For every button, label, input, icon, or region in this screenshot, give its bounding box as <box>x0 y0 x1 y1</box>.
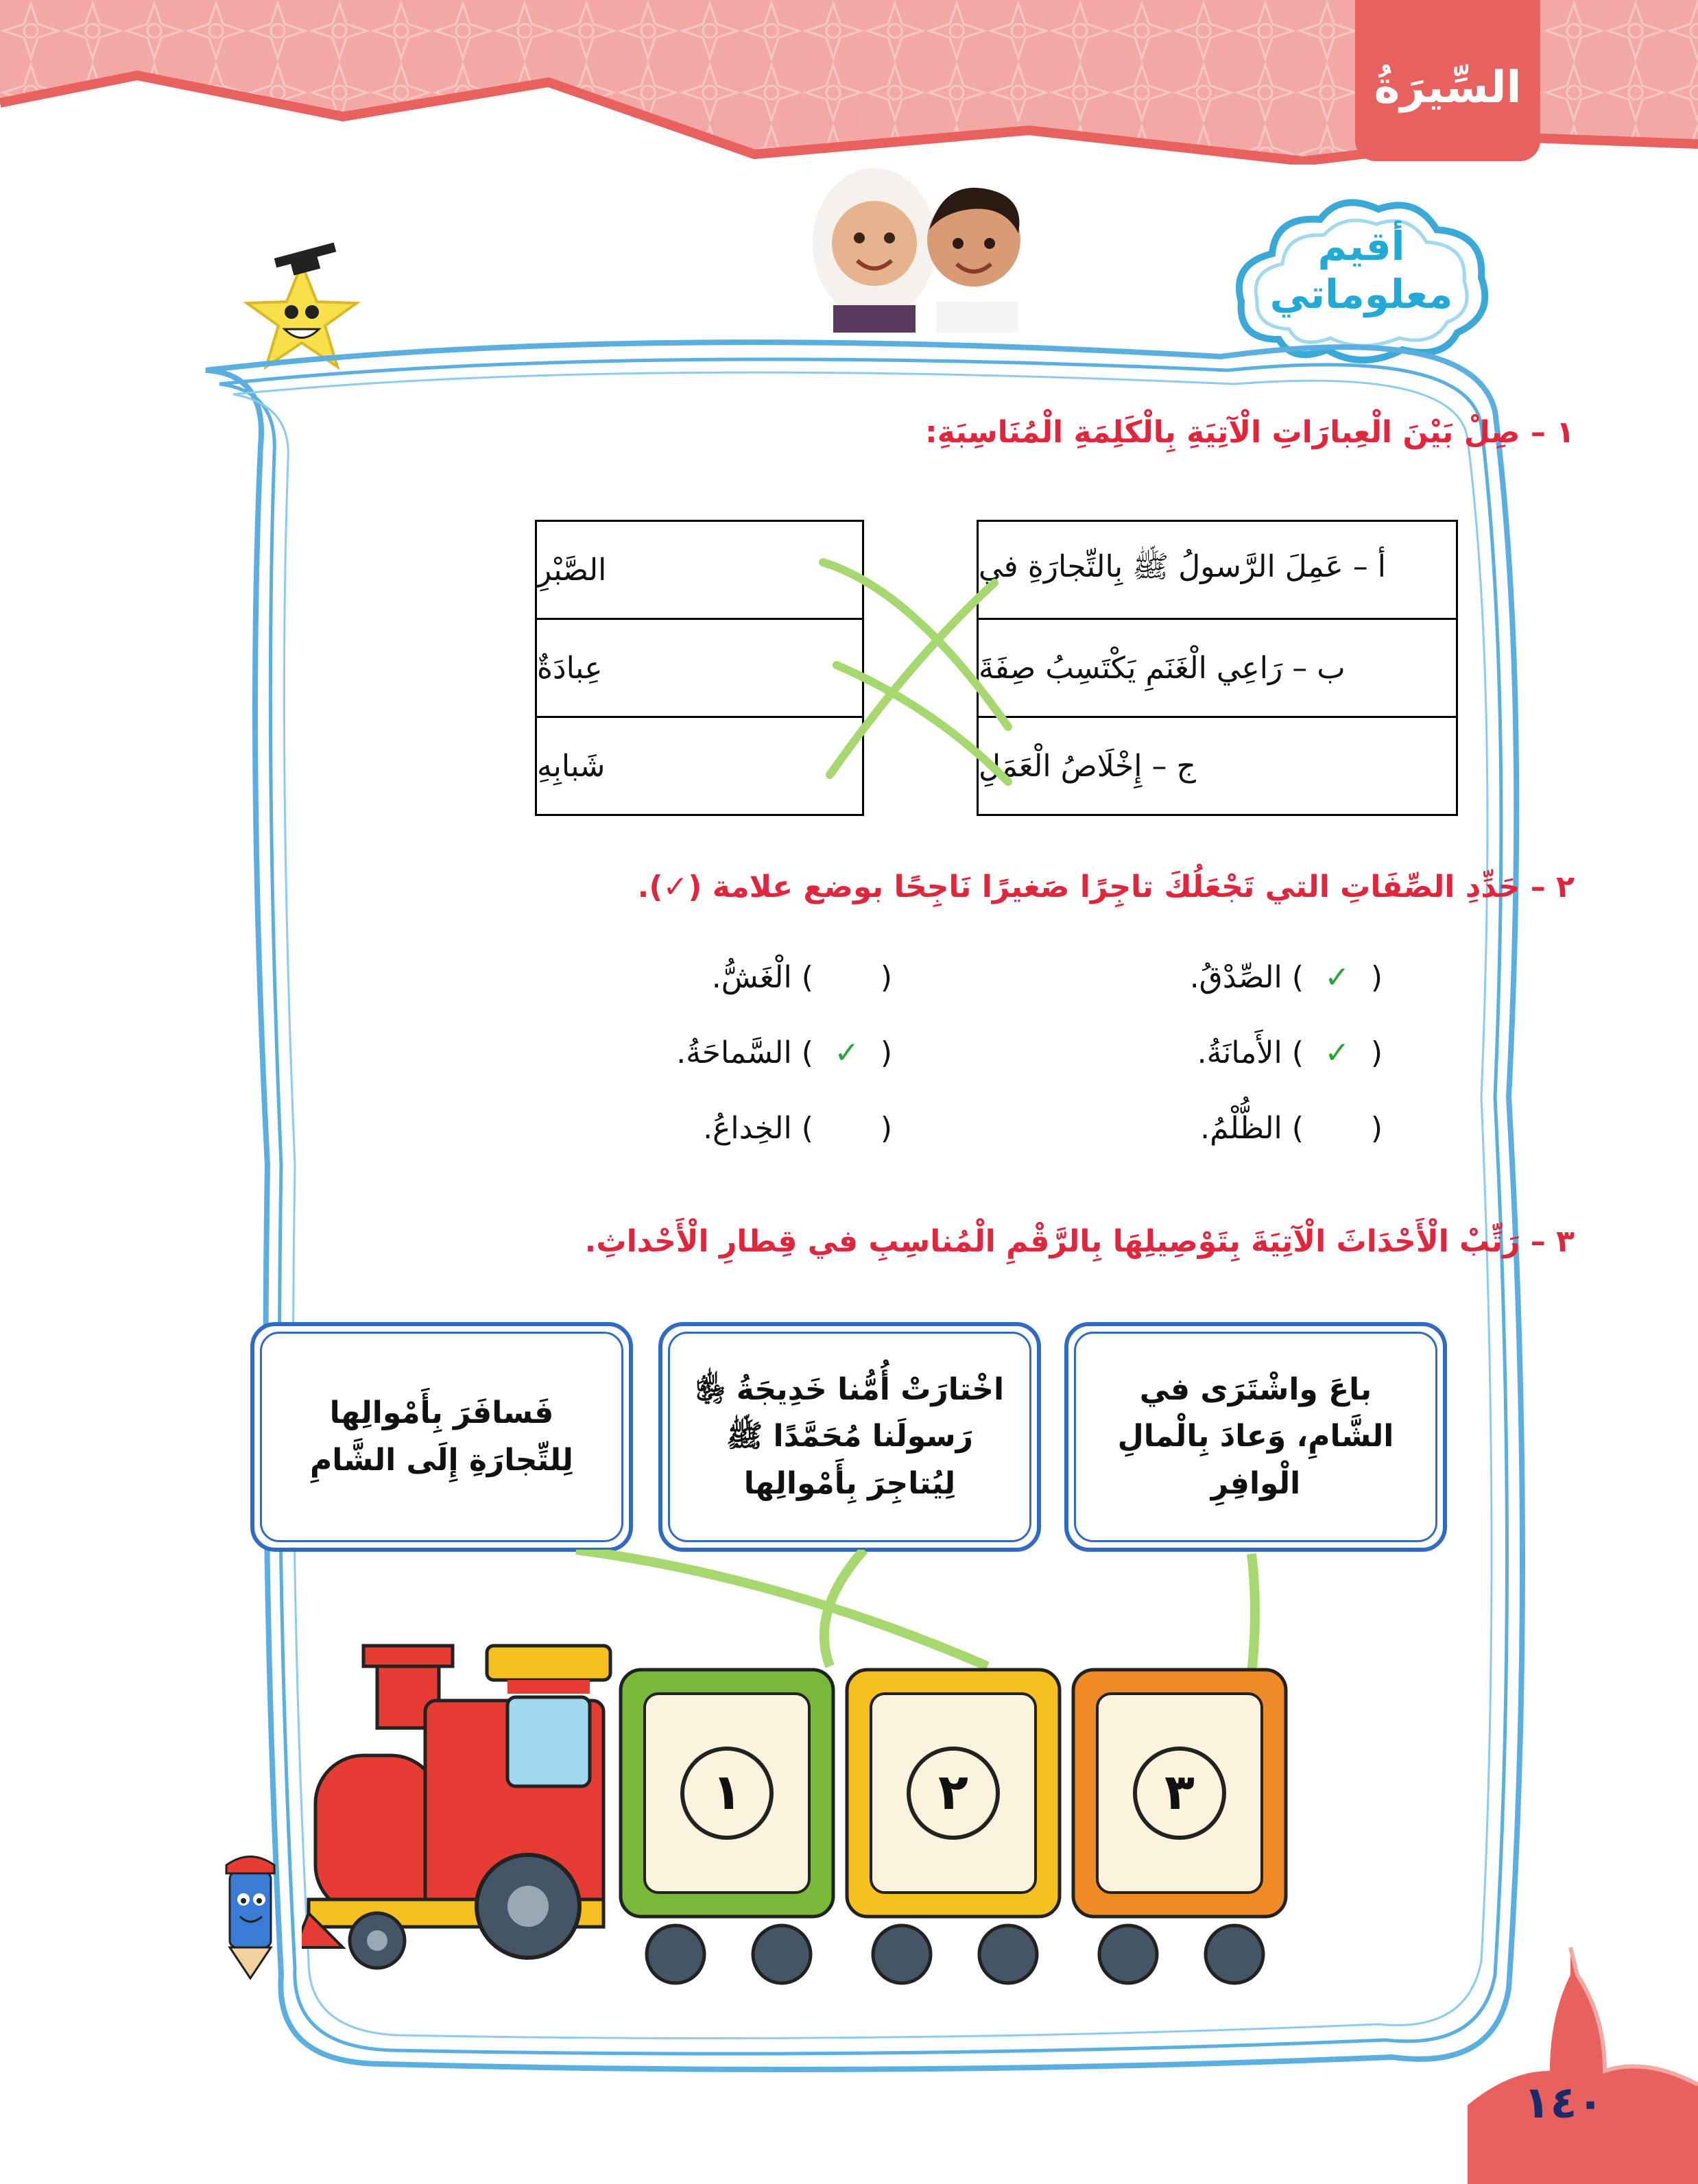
section-title: السِّيرَةُ <box>1374 62 1522 113</box>
q2-option-4: ( ✓ ) السَّماحَةُ. <box>676 1035 892 1070</box>
q2-option-5: ( ) الظُّلْمُ. <box>1200 1111 1383 1146</box>
train-number-2: ٢ <box>938 1763 968 1821</box>
q2-check-3[interactable]: ✓ <box>1324 1035 1350 1070</box>
q3-event-text-1: باعَ واشْتَرَى في الشَّامِ، وَعادَ بِالْمالِ الْوافِرِ <box>1117 1372 1394 1501</box>
q1-left-text-b: ب – رَاعِي الْغَنَمِ يَكْتَسِبُ صِفَةَ <box>979 650 1346 686</box>
q3-line-3 <box>576 1550 988 1666</box>
q3-event-card-2 <box>658 1322 1041 1552</box>
q3-event-text-3: فَسافَرَ بِأَمْوالِها لِلتِّجارَةِ إِلَى الشَّامِ <box>310 1395 573 1478</box>
question-1-title: ١ – صِلْ بَيْنَ الْعِبارَاتِ الْآتِيَةِ بِالْكَلِمَةِ الْمُنَاسِبَةِ: <box>925 415 1575 450</box>
q3-event-card-1 <box>1064 1322 1447 1552</box>
q1-right-text-3: شَبابِهِ <box>537 748 606 784</box>
q1-left-text-c: ج – إِخْلَاصُ الْعَمَلِ <box>979 748 1196 784</box>
train-number-3: ٣ <box>1164 1763 1195 1821</box>
q1-left-item-a <box>977 520 1458 620</box>
q3-line-1 <box>1252 1554 1255 1673</box>
events-train-illustration <box>302 1550 1413 1995</box>
q2-label-4: السَّماحَةُ. <box>676 1035 792 1070</box>
pencil-mascot-icon <box>206 1851 302 1982</box>
q1-left-item-b <box>977 618 1458 718</box>
q2-label-5: الظُّلْمُ. <box>1200 1111 1282 1146</box>
q1-left-item-c <box>977 716 1458 816</box>
q1-answer-lines <box>809 549 1022 809</box>
page-number: ١٤٠ <box>1523 2078 1604 2128</box>
q1-line-c <box>837 665 1008 782</box>
q2-label-2: الْغَشُّ. <box>711 960 792 995</box>
badge-line-1: أقيم <box>1317 223 1405 269</box>
q2-check-1[interactable]: ✓ <box>1324 960 1350 995</box>
question-3-title: ٣ – رَتِّبْ الْأَحْدَاثَ الْآتِيَةَ بِتَوْصِيلِهَا بِالرَّقْمِ الْمُناسِبِ في قِطارِ الْأَحْداثِ. <box>584 1224 1575 1259</box>
q2-option-2: ( ) الْغَشُّ. <box>711 960 892 995</box>
q1-right-text-1: الصَّبْرِ <box>537 552 607 588</box>
train-number-1: ١ <box>712 1763 742 1821</box>
q2-label-6: الخِداعُ. <box>703 1111 792 1146</box>
q3-event-card-3 <box>250 1322 633 1552</box>
question-2-title: ٢ – حَدِّدِ الصِّفَاتِ التي تَجْعَلُكَ تاجِرًا صَغيرًا نَاجِحًا بوضع علامة (✓). <box>637 869 1575 904</box>
badge-line-2: معلوماتي <box>1269 271 1453 317</box>
q2-label-1: الصِّدْقُ. <box>1189 960 1282 995</box>
q2-option-1: ( ✓ ) الصِّدْقُ. <box>1189 960 1383 995</box>
q3-event-text-2: اخْتارَتْ أُمُّنا خَدِيجَةُ ﵂ رَسولَنا مُحَمَّدًا ﷺ لِيُتاجِرَ بِأَمْوالِها <box>695 1372 1005 1501</box>
page-corner-dome-ornament <box>1468 1934 1698 2184</box>
q1-left-text-a: أ – عَمِلَ الرَّسولُ ﷺ بِالتِّجارَةِ في <box>979 549 1386 584</box>
q2-option-3: ( ✓ ) الأَمانَةُ. <box>1197 1035 1383 1070</box>
q2-option-6: ( ) الخِداعُ. <box>703 1111 892 1146</box>
q2-label-3: الأَمانَةُ. <box>1197 1035 1282 1070</box>
q2-check-4[interactable]: ✓ <box>834 1035 860 1070</box>
q1-right-text-2: عِبادَةٌ <box>537 650 603 686</box>
